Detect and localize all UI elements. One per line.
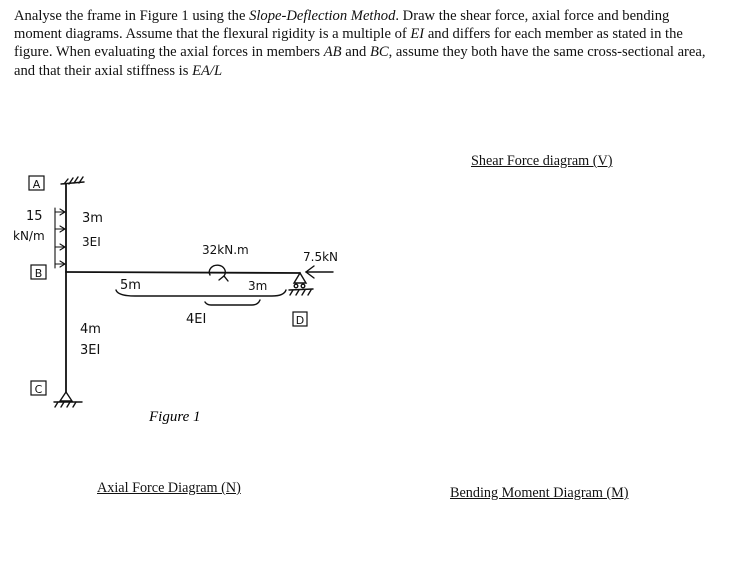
bd-length-left: 5m — [120, 278, 141, 293]
axial-force-heading: Axial Force Diagram (N) — [97, 480, 241, 496]
problem-text-1: Analyse the frame in Figure 1 using the — [14, 8, 250, 24]
dimension-line-3m — [205, 300, 260, 305]
fixed-support-a — [61, 177, 84, 184]
ab-length: 3m — [82, 211, 103, 226]
flexural-rigidity-symbol: EI — [410, 26, 425, 43]
load-unit: kN/m — [13, 229, 45, 243]
problem-text-2: . Draw the shear force, axial force and bending moment diagrams. Assume that the flexural rigidity is a multiple of — [14, 8, 670, 43]
roller-support-d — [289, 273, 313, 295]
load-value: 15 — [26, 209, 43, 224]
moment-value: 32kN.m — [202, 243, 249, 257]
problem-text-4: and — [341, 44, 370, 61]
member-bc-symbol: BC — [369, 44, 389, 61]
point-load-arrow — [306, 266, 333, 278]
distributed-load-arrows — [55, 208, 65, 268]
node-c-label: C — [34, 383, 43, 396]
shear-force-heading: Shear Force diagram (V) — [471, 153, 613, 169]
pin-support-c — [54, 392, 82, 407]
node-d-label: D — [295, 314, 305, 327]
method-name: Slope-Deflection Method — [249, 8, 396, 24]
problem-text-3: and differs for each member as stated in the figure. When evaluating the axial forces in members — [14, 26, 683, 61]
node-b-label: B — [34, 267, 43, 280]
member-bd — [66, 272, 300, 273]
bd-length-right: 3m — [248, 279, 268, 293]
bc-length: 4m — [80, 322, 101, 337]
bc-rigidity: 3EI — [80, 343, 101, 358]
bd-rigidity: 4EI — [186, 312, 207, 327]
bending-moment-heading: Bending Moment Diagram (M) — [450, 485, 629, 501]
node-a-label: A — [32, 178, 41, 191]
point-load-value: 7.5kN — [303, 250, 339, 264]
member-ab-symbol: AB — [323, 44, 342, 61]
axial-stiffness-symbol: EA/L — [192, 62, 223, 79]
ab-rigidity: 3EI — [82, 235, 101, 249]
problem-text-5: , assume they both have the same cross-sectional area, and that their axial stiffness is — [14, 44, 706, 79]
figure-caption: Figure 1 — [149, 409, 201, 425]
